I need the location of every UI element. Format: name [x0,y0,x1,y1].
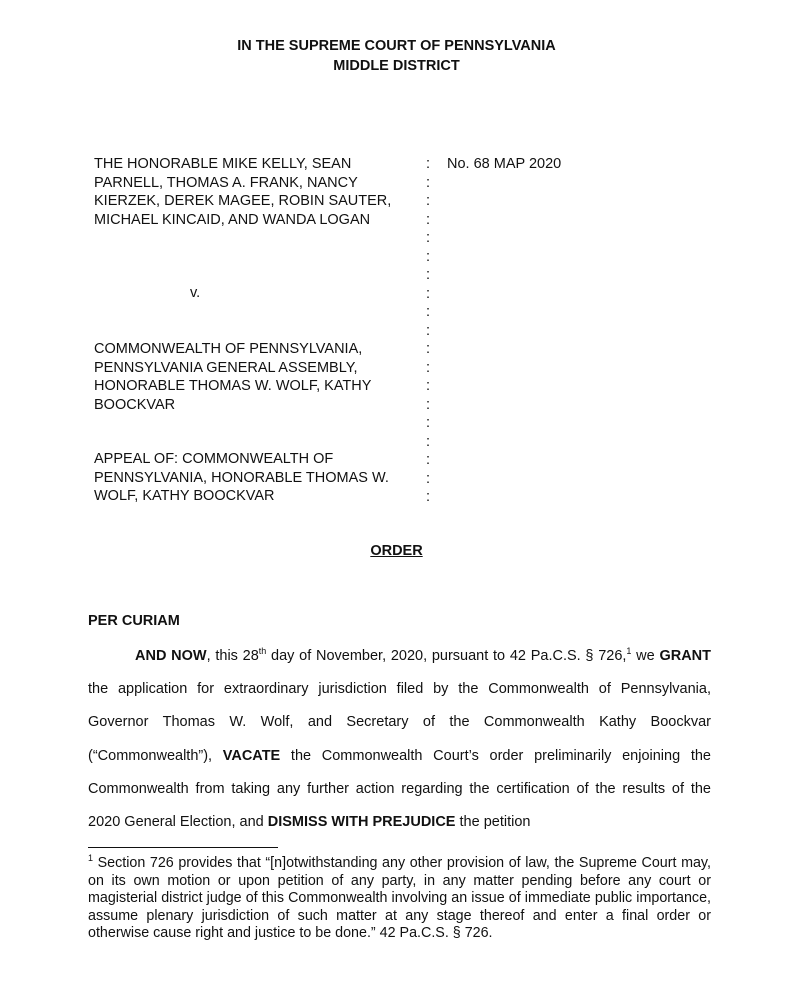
caption-colon: : [426,230,431,246]
and-now-phrase: AND NOW [135,648,207,664]
footnote [88,855,711,943]
caption-colon: : [426,304,431,320]
caption-defendants: COMMONWEALTH OF PENNSYLVANIA, PENNSYLVANIA GENERAL ASSEMBLY, HONORABLE THOMAS W. WOLF, KATHY BOOCKVAR [94,341,372,413]
order-title: ORDER [370,543,423,559]
caption-colon: : [426,433,431,450]
footnote-text: Section 726 provides that “[n]otwithstanding any other provision of law, the Supreme Court may, on its own motion or upon petition of any party, in any matter pending before any court or magisterial district judge of this Commonwealth involving an issue of immediate public importance, assume plenary jurisdiction of such matter at any stage thereof and enter a final order or otherwise cause right and justice to be done.” 42 Pa.C.S. § 726. [88,855,711,942]
caption-colon: : [426,396,431,413]
caption-colon: : [426,341,431,357]
caption-colon: : [426,322,431,339]
caption-colon: : [426,267,431,283]
caption-colon: : [426,193,431,209]
caption-colon: : [426,415,431,431]
footnote-reference[interactable]: 1 [626,646,632,657]
order-text-5: the Commonwealth Court’s order preliminarily enjoining the Commonwealth from taking any further action regarding the certification of the results of the 2020 General Election, and [88,747,711,831]
caption-colon: : [426,378,431,394]
caption-colon: : [426,470,431,487]
footnote-divider [88,847,278,848]
order-text-1: , this 28 [206,648,259,664]
caption-versus: v. [190,285,201,301]
caption-colon: : [426,156,431,172]
order-text-3: we [631,648,660,664]
docket-number: No. 68 MAP 2020 [447,156,562,172]
order-text-2: day of November, 2020, pursuant to 42 Pa.C.S. § 726, [266,648,627,664]
ordinal-suffix: th [258,646,267,657]
order-body [88,640,711,839]
footnote-marker: 1 [88,853,94,864]
court-name: IN THE SUPREME COURT OF PENNSYLVANIA [237,38,556,54]
caption-colon-column [426,155,436,507]
caption-colon: : [426,211,431,228]
caption-appeal: APPEAL OF: COMMONWEALTH OF PENNSYLVANIA, HONORABLE THOMAS W. WOLF, KATHY BOOCKVAR [94,451,389,504]
court-header [0,36,793,76]
caption-colon: : [426,248,431,265]
order-text-6: the petition [455,814,531,831]
caption-colon: : [426,285,431,302]
caption-colon: : [426,174,431,191]
caption-colon: : [426,452,431,468]
vacate-phrase: VACATE [222,747,281,764]
order-paragraph [88,640,711,839]
caption-plaintiffs: THE HONORABLE MIKE KELLY, SEAN PARNELL, THOMAS A. FRANK, NANCY KIERZEK, DEREK MAGEE, ROBIN SAUTER, MICHAEL KINCAID, AND WANDA LOGAN [94,156,392,228]
caption-colon: : [426,359,431,376]
court-district: MIDDLE DISTRICT [333,58,460,74]
order-text-4: the application for extraordinary jurisdiction filed by the Commonwealth of Pennsylvania, Governor Thomas W. Wolf, and Secretary of the Commonwealth Kathy Boockvar (“Commonwealth”), [88,681,711,764]
dismiss-phrase: DISMISS WITH PREJUDICE [267,814,456,831]
caption-colon: : [426,489,431,505]
per-curiam-heading: PER CURIAM [88,613,180,629]
grant-phrase: GRANT [659,648,712,664]
